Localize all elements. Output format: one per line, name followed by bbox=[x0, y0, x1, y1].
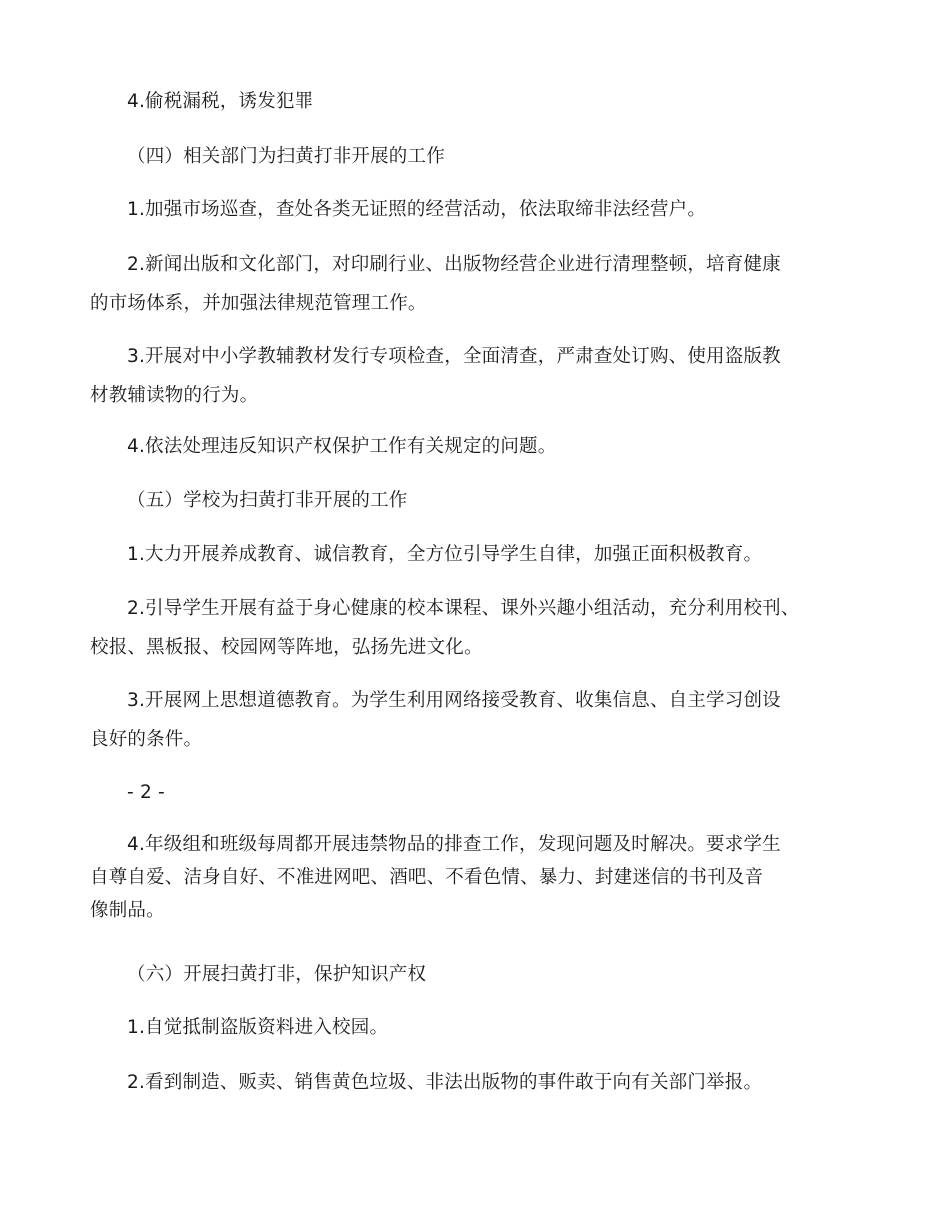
text-line: 的市场体系，并加强法律规范管理工作。 bbox=[90, 293, 427, 314]
text-line: 4.年级组和班级每周都开展违禁物品的排查工作，发现问题及时解决。要求学生 bbox=[127, 834, 781, 855]
text-line: 1.加强市场巡查，查处各类无证照的经营活动，依法取缔非法经营户。 bbox=[127, 199, 707, 220]
paragraph-tax-evasion bbox=[90, 88, 862, 115]
text-line: （六）开展扫黄打非，保护知识产权 bbox=[127, 964, 427, 985]
paragraph-online-education bbox=[90, 687, 862, 753]
text-line: 3.开展网上思想道德教育。为学生利用网络接受教育、收集信息、自主学习创设 bbox=[127, 690, 781, 711]
text-line: 2.新闻出版和文化部门，对印刷行业、出版物经营企业进行清理整顿，培育健康 bbox=[127, 254, 781, 275]
section-heading-schools bbox=[90, 487, 862, 514]
paragraph-report bbox=[90, 1069, 862, 1096]
paragraph-market-inspection bbox=[90, 196, 862, 223]
text-line: （五）学校为扫黄打非开展的工作 bbox=[127, 490, 408, 511]
paragraph-education bbox=[90, 541, 862, 568]
section-heading-anti-piracy bbox=[90, 961, 862, 988]
text-line: 良好的条件。 bbox=[90, 729, 203, 750]
text-line: 像制品。 bbox=[90, 900, 165, 921]
text-line: 1.自觉抵制盗版资料进入校园。 bbox=[127, 1017, 389, 1038]
page-number bbox=[90, 779, 862, 806]
section-heading-departments bbox=[90, 143, 862, 170]
text-line: 自尊自爱、洁身自好、不准进网吧、酒吧、不看色情、暴力、封建迷信的书刊及音 bbox=[90, 867, 764, 888]
text-line: 2.看到制造、贩卖、销售黄色垃圾、非法出版物的事件敢于向有关部门举报。 bbox=[127, 1072, 763, 1093]
text-line: （四）相关部门为扫黄打非开展的工作 bbox=[127, 146, 445, 167]
paragraph-school-activities bbox=[90, 595, 862, 661]
paragraph-weekly-check bbox=[90, 831, 862, 924]
text-line: 4.偷税漏税，诱发犯罪 bbox=[127, 91, 314, 112]
text-line: 3.开展对中小学教辅教材发行专项检查，全面清查，严肃查处订购、使用盗版教 bbox=[127, 346, 781, 367]
text-line: 1.大力开展养成教育、诚信教育，全方位引导学生自律，加强正面积极教育。 bbox=[127, 544, 763, 565]
text-line: 2.引导学生开展有益于身心健康的校本课程、课外兴趣小组活动，充分利用校刊、 bbox=[127, 598, 800, 619]
paragraph-resist-piracy bbox=[90, 1014, 862, 1041]
paragraph-ip-protection bbox=[90, 433, 862, 460]
text-line: - 2 - bbox=[127, 782, 165, 803]
paragraph-textbook-inspection bbox=[90, 343, 862, 409]
paragraph-press-culture bbox=[90, 251, 862, 317]
text-line: 材教辅读物的行为。 bbox=[90, 385, 259, 406]
text-line: 校报、黑板报、校园网等阵地，弘扬先进文化。 bbox=[90, 637, 483, 658]
text-line: 4.依法处理违反知识产权保护工作有关规定的问题。 bbox=[127, 436, 557, 457]
